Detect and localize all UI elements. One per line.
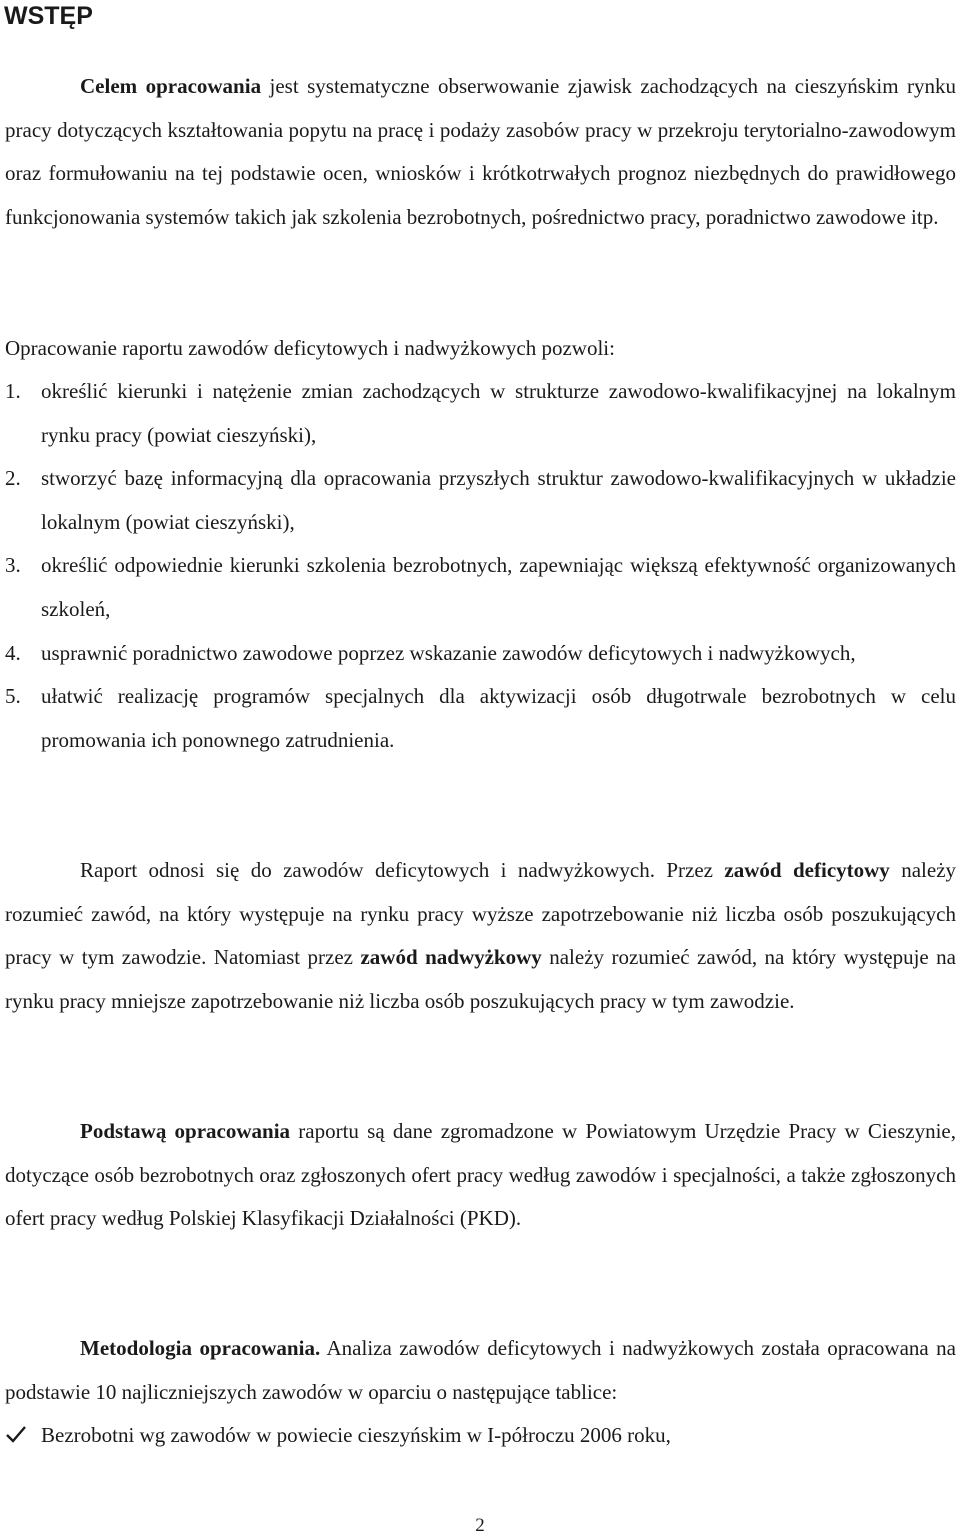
list-item-number: 1. xyxy=(5,379,21,403)
list-item-text: określić kierunki i natężenie zmian zachodzących w strukturze zawodowo-kwalifikacyjnej na lokalnym rynku pracy (powiat cieszyński), xyxy=(41,379,956,447)
methodology-lead: Metodologia opracowania. xyxy=(80,1336,321,1360)
list-item-number: 5. xyxy=(5,684,21,709)
list-intro: Opracowanie raportu zawodów deficytowych i nadwyżkowych pozwoli: xyxy=(5,336,615,360)
list-item-text: określić odpowiednie kierunki szkolenia bezrobotnych, zapewniając większą efektywność organizowanych szkoleń, xyxy=(41,553,956,621)
term-deficit-occupation: zawód deficytowy xyxy=(724,858,890,882)
list-item xyxy=(5,675,956,762)
list-item xyxy=(5,544,956,631)
basis-text: raportu są dane zgromadzone w Powiatowym Urzędzie Pracy w Cieszynie, dotyczące osób bezrobotnych oraz zgłoszonych ofert pracy według zawodów i specjalności, a także zgłoszonych ofert pracy według Polskiej Klasyfikacji Działalności (PKD). xyxy=(5,1119,956,1231)
list-item-number: 2. xyxy=(5,466,21,491)
basis-paragraph xyxy=(5,1110,956,1241)
methodology-paragraph xyxy=(5,1327,956,1414)
term-surplus-occupation: zawód nadwyżkowy xyxy=(360,945,542,970)
checklist-item xyxy=(5,1414,956,1458)
benefits-list xyxy=(5,370,956,762)
page-heading: WSTĘP xyxy=(4,2,93,30)
definitions-paragraph: Raport odnosi się do zawodów deficytowych i nadwyżkowych. Przez zawód deficytowy należy rozumieć zawód, na który występuje na rynku pracy wyższe zapotrzebowanie niż liczba osób poszukujących pracy w tym zawodzie. Natomiast przez zawód nadwyżkowy należy rozumieć zawód, na który występuje na rynku pracy mniejsze zapotrzebowanie niż liczba osób poszukujących pracy w tym zawodzie. xyxy=(5,858,957,1013)
list-item-number: 4. xyxy=(5,640,21,665)
list-item xyxy=(5,370,956,457)
list-item-number: 3. xyxy=(5,553,21,578)
page-number: 2 xyxy=(475,1515,485,1536)
intro-lead: Celem opracowania xyxy=(80,74,262,98)
check-icon xyxy=(5,1414,27,1458)
basis-lead: Podstawą opracowania xyxy=(80,1119,291,1143)
methodology-text: Analiza zawodów deficytowych i nadwyżkowych została opracowana na podstawie 10 najliczniejszych zawodów w oparciu o następujące tablice: xyxy=(5,1336,956,1404)
source-tables-list xyxy=(5,1414,956,1458)
list-item xyxy=(5,632,956,676)
checklist-item-text: Bezrobotni wg zawodów w powiecie cieszyńskim w I-półroczu 2006 roku, xyxy=(41,1423,671,1447)
list-item-text: usprawnić poradnictwo zawodowe poprzez wskazanie zawodów deficytowych i nadwyżkowych, xyxy=(41,640,856,665)
list-item-text: stworzyć bazę informacyjną dla opracowania przyszłych struktur zawodowo-kwalifikacyjnych w układzie lokalnym (powiat cieszyński), xyxy=(41,466,956,534)
list-item xyxy=(5,457,956,544)
list-item-text: ułatwić realizację programów specjalnych dla aktywizacji osób długotrwale bezrobotnych w celu promowania ich ponownego zatrudnienia. xyxy=(41,684,956,752)
intro-text: jest systematyczne obserwowanie zjawisk zachodzących na cieszyńskim rynku pracy dotyczących kształtowania popytu na pracę i podaży zasobów pracy w przekroju terytorialno-zawodowym oraz formułowaniu na tej podstawie ocen, wniosków i krótkotrwałych prognoz niezbędnych do prawidłowego funkcjonowania systemów takich jak szkolenia bezrobotnych, pośrednictwo pracy, poradnictwo zawodowe itp. xyxy=(5,74,956,229)
intro-paragraph xyxy=(5,65,956,239)
